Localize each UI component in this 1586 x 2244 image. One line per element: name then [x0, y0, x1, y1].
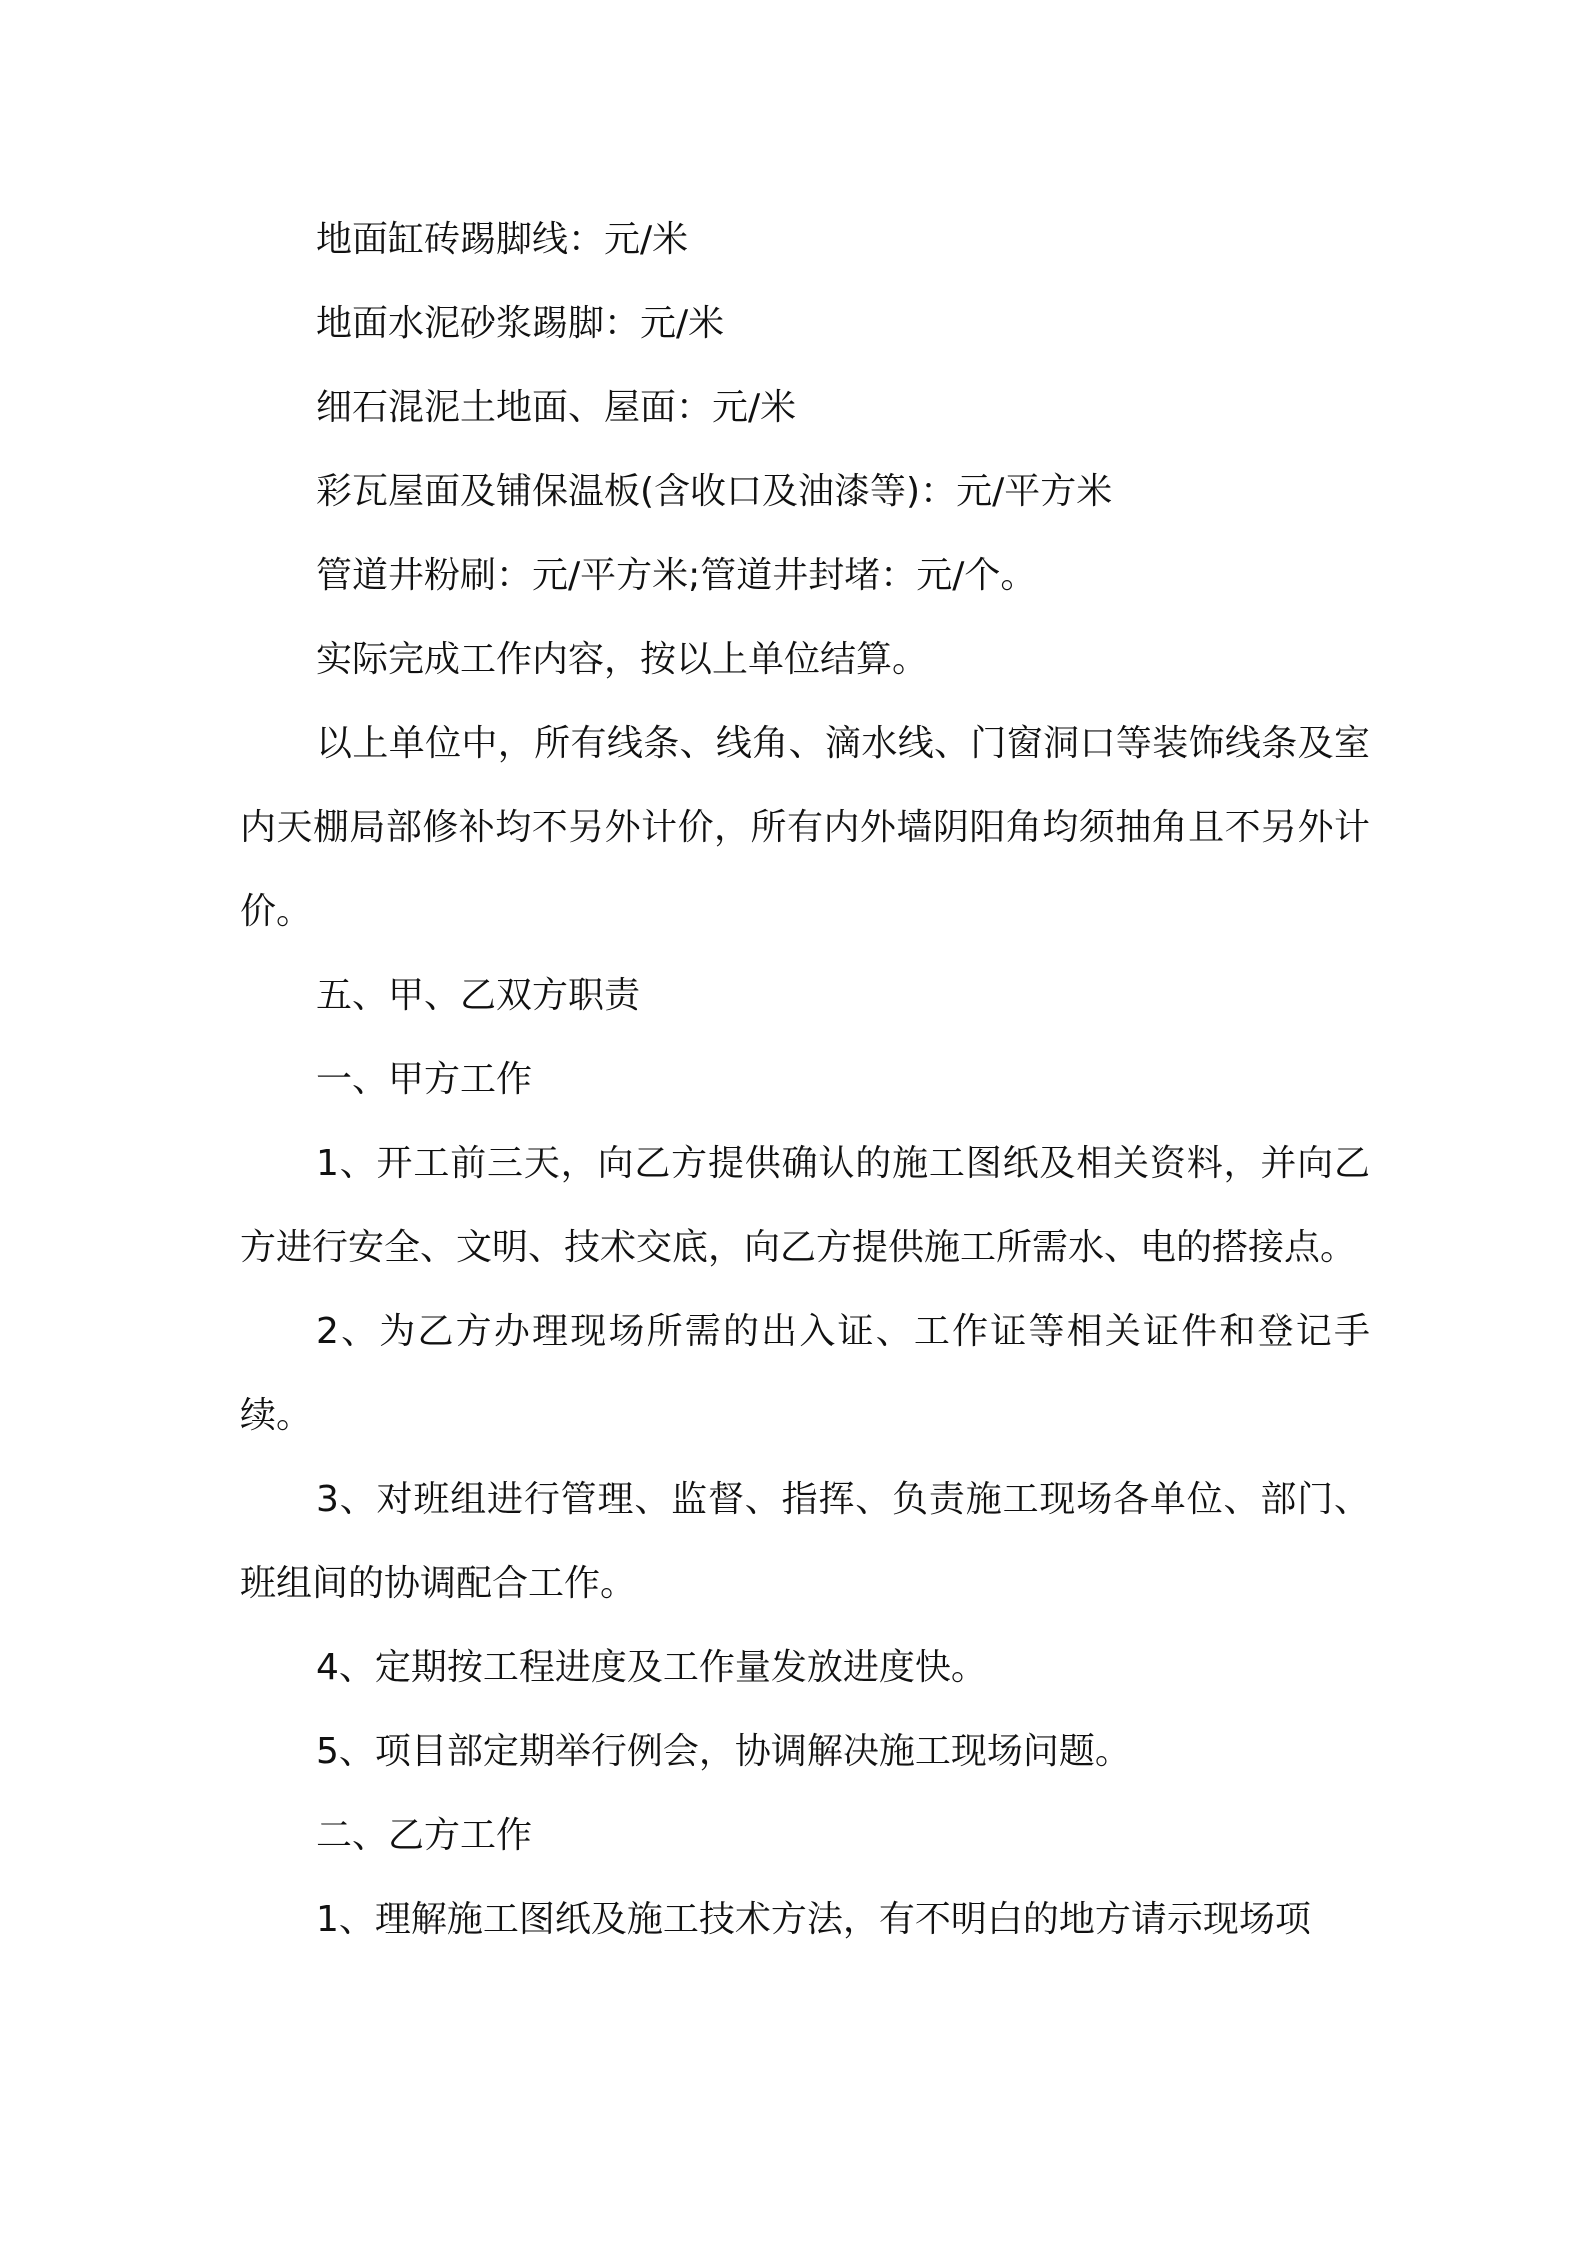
list-item-party-a-3: 3、对班组进行管理、监督、指挥、负责施工现场各单位、部门、班组间的协调配合工作。: [240, 1479, 1370, 1604]
list-item-party-a-1: 1、开工前三天，向乙方提供确认的施工图纸及相关资料，并向乙方进行安全、文明、技术交底，向乙方提供施工所需水、电的搭接点。: [240, 1143, 1370, 1268]
subsection-heading-party-a: 一、甲方工作: [316, 1059, 533, 1100]
paragraph-color-tile-roof: 彩瓦屋面及铺保温板(含收口及油漆等)：元/平方米: [316, 471, 1113, 512]
list-item-party-a-2: 2、为乙方办理现场所需的出入证、工作证等相关证件和登记手续。: [240, 1311, 1370, 1436]
list-item-party-b-1: 1、理解施工图纸及施工技术方法，有不明白的地方请示现场项: [316, 1899, 1311, 1940]
paragraph-skirting-tile: 地面缸砖踢脚线：元/米: [316, 219, 689, 260]
list-item-party-a-5: 5、项目部定期举行例会，协调解决施工现场问题。: [316, 1731, 1131, 1772]
subsection-heading-party-b: 二、乙方工作: [316, 1815, 533, 1856]
paragraph-fine-concrete: 细石混泥土地面、屋面：元/米: [316, 387, 797, 428]
section-heading-duties: 五、甲、乙双方职责: [316, 975, 641, 1016]
paragraph-skirting-mortar: 地面水泥砂浆踢脚：元/米: [316, 303, 725, 344]
list-item-party-a-4: 4、定期按工程进度及工作量发放进度快。: [316, 1647, 987, 1688]
paragraph-pipe-shaft: 管道井粉刷：元/平方米;管道井封堵：元/个。: [316, 555, 1037, 596]
paragraph-settlement: 实际完成工作内容，按以上单位结算。: [316, 639, 929, 680]
document-body: [240, 198, 1370, 1962]
paragraph-no-extra-charge: 以上单位中，所有线条、线角、滴水线、门窗洞口等装饰线条及室内天棚局部修补均不另外计价，所有内外墙阴阳角均须抽角且不另外计价。: [240, 723, 1370, 932]
